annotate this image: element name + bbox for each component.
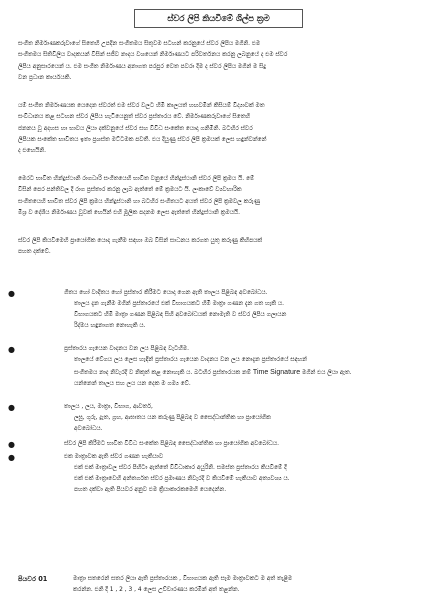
bullet-heading: ප්‍රස්තාරය ගැයෙන වාදනය වන ලය පිළිබඳ වැටහීම. [64,346,189,353]
bullet-heading: ස්වර ලිපි කිරීමට භාවිත විවිධ සංකේත පිළිබඳ සෛද්ධාන්තික හා ප්‍රායෝගික අවබෝධය. [64,441,280,448]
bullet-line: තාලයේ වේගය ලය ලෙස හැඳින් ප්‍රස්තාරය ගැයෙන වාදනය වන ලය නොදැන ප්‍රස්තාරයේ සඳහන් [74,357,307,364]
bullet-list [8,288,428,497]
bullet-item [8,452,428,496]
paragraph-line: සංවිධානය කළ සටහන ස්වර ලිපිය හැටියෙනුත් ස්වර ප්‍රස්තාරය වේ. නිර්මාණකරුවාගේ සිතෙහි [18,114,251,121]
bullet-icon: ● [8,402,15,412]
bullet-line: පහත දක්වා ඇති පියවර අනුව එම ක්‍රියාකාරකමෙහි යෙදෙන්න. [74,487,227,494]
document-title: ස්වර ලිපි කියවීමේ ශිල්ප ක්‍රම [134,9,303,28]
bullet-line-part: සංගීතමය නාද නිවැරදි ව නිකුත් කළ නොහැකි ය. බටහිර ප්‍රස්තාරයක නම් [74,369,253,376]
paragraph-4 [18,236,423,259]
paragraph-line: සංගීතයෙහි භාවිත ස්වර ලිපි ක්‍රමය හින්දුස්ථානි හා බටහිර සංගීතයට අයත් ස්වර ලිපි ක්‍රමවල කරුණු [18,198,260,205]
paragraph-line: පහත දක්වේ. [18,249,51,256]
step-line: මාත්‍රා සතරෙන් සතර ලියා ඇති ප්‍රස්තාරයක , විභාගයක ඇති සෑම මාත්‍රාවකට ම අත් තැළීම [73,576,293,582]
time-signature-term: Time Signature [252,368,301,376]
paragraph-line: සංගීත නිර්මාණකරුවාගේ සිතෙහි උපදින සංගීතමය සිතුවම සටහන් කරනුයේ ස්වර ලිපිය මගිනි. එම [18,41,261,47]
step-line: කරන්න. එනි දී 1 , 2 , 3 , 4 ලෙස උච්චාරණය කරමින් අත් තළන්න. [73,587,240,594]
bullet-line: එක් එක් මාත්‍රාවෙහි අන්තර්ගත ස්වර ප්‍රමාණය නිවැරදි ව කියවීමේ හැකියාව අත්‍යවශ්‍ය ය. [74,476,290,483]
paragraph-line: මිශ්‍ර ව දේශීය නිර්මාණය වූවක් හෙයින් එහි මූලික පදනම ලෙස ඇත්තේ හින්දුස්ථානි ක්‍රමයයි. [18,209,241,216]
bullet-line: රිද්මය හඳුනාගත නොහැකි ය. [74,323,146,330]
bullet-line-part: මගින් එය ලියා ඇත. [300,369,352,376]
bullet-heading: එක මාත්‍රාවක ඇති ස්වර ගණන හැකියාව [64,454,164,461]
paragraph-1 [18,39,423,84]
bullet-line-with-english [64,367,428,379]
paragraph-line: ජනනය වූ අදහස හා භාවය ලියා දක්වනුයේ ස්වර සහ විවිධ සංකේත යොදා ගනිමිනි. බටහිර ස්වර [18,125,253,132]
paragraph-line: වන ප්‍රධාන කාර්යයකි. [18,74,72,81]
paragraph-line: සංගීතමය සිතිවිලිය වාදකයන් විසින් සජීව නාදය වශයෙන් නිර්මාණයට පරිවර්තනය කරනු ලබනුයේ ද එම ස්වර [18,52,288,59]
bullet-item [8,344,428,389]
bullet-line: තාලය දැන ගැනීම මගින් ප්‍රස්තාරයේ එක් විභාගයකට හිමි මාත්‍රා ගණන දැන ගත හැකි ය. [74,301,285,308]
bullet-icon: ● [8,289,15,298]
paragraph-line: ද එහෙයිනි. [18,148,47,155]
bullet-item [8,439,428,450]
paragraph-2 [18,101,423,157]
step-label: පියවර 01 [18,575,48,583]
paragraph-line: විසින් පෙර පන්තිවල දී රාග ප්‍රස්තාර කරනු ලැබ ඇත්තේ මේ ක්‍රමයට යි. ලංකාවේ ව්‍යවහාරික [18,187,242,194]
bullet-heading: ගීතය හෝ වාදිතය හෝ ප්‍රස්තාර කිරීමට යොදා ගෙන ඇති තාලය පිළිබඳ අවබෝධය. [64,290,268,296]
paragraph-line: මෙරට භාවිත හින්දුස්ථානි රාගධාරි සංගීතයෙහි භාවිත වනුයේ හින්දුස්ථානි ස්වර ලිපි ක්‍රමය යි. මේ [18,176,255,182]
paragraph-line: යම් සංගීත නිර්මාණයක යෙදෙන ස්වරත් එම ස්වර වලට හිමි කාලයත් හඟවමින් කිසියම් විද්‍යාවක් මත [18,103,265,109]
bullet-line: ලඝු, ගුරු, ද්‍රැත, ග්‍රහ, ආඝාතය යන කරුණු පිළිබඳ ව සෛද්ධාන්තික හා ප්‍රායෝගික [74,414,271,421]
bullet-line: විභාගයකට හිමි මාත්‍රා ගණන පිළිබඳ සිහි අවබෝධයක් නොමැති ව ස්වර ලිපිය ගලායන [74,312,287,319]
bullet-line: එක් එක් මාත්‍රාවල ස්වර පිහිටා ඇත්තේ විවිධාකාර අයුරිනි. සමස්ත ප්‍රස්තාරය කියවීමේ දී [74,465,287,472]
bullet-item [8,402,428,435]
paragraph-line: ස්වර ලිපි කියවීමෙහි ප්‍රායෝගික යොදා ගැනීම සඳහා ඔබ විසින් සාධනය කරගත යුතු කරුණු කිහිපයක් [18,238,263,244]
bullet-line: අවබෝධය. [74,425,103,432]
paragraph-line: ලිපියක සංකේත භාවිතය ඉතා ප්‍රශස්ත මට්ටමක පවතී. එය දියුණු ස්වර ලිපි ක්‍රමයක් ලෙස හඳුන්වන්නේ [18,136,267,143]
step-body [73,574,292,597]
bullet-icon: ● [8,345,15,355]
paragraph-3 [18,174,423,219]
bullet-icon: ● [8,453,15,463]
paragraph-line: ලිපිය අනුසාරයෙන් ය. එම සංගීත නිර්මාණය අනාගත පරපුර වෙත පවරා දීම ද ස්වර ලිපිය මගින් ම සිදු [18,63,266,70]
bullet-heading: තාලය , ලය, මාත්‍රා, විභාග, ආවර්ත, [64,403,153,410]
bullet-item [8,288,428,332]
bullet-icon: ● [8,440,15,450]
bullet-line: යන්නෙන් තාලය සහ ලය යන දෙක ම ගම්‍ය වේ. [74,380,191,387]
